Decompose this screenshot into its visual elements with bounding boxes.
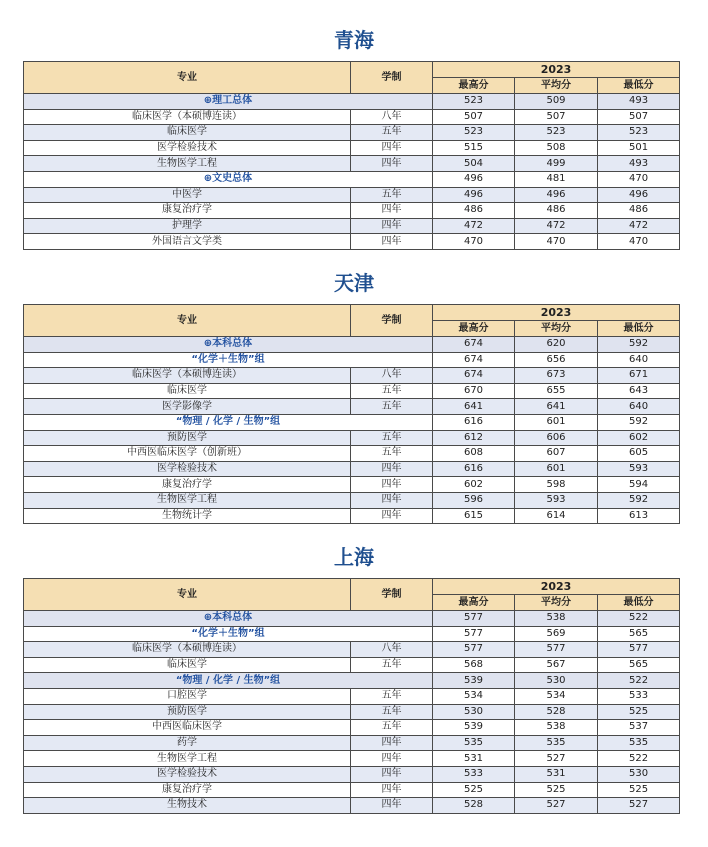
major-name: 预防医学 xyxy=(24,704,351,720)
table-row xyxy=(24,399,680,415)
score-max: 496 xyxy=(433,187,515,203)
header-duration: 学制 xyxy=(351,579,433,611)
score-min: 523 xyxy=(598,125,680,141)
score-min: 593 xyxy=(598,461,680,477)
header-avg: 平均分 xyxy=(515,321,598,337)
score-max: 670 xyxy=(433,383,515,399)
table-row xyxy=(24,751,680,767)
header-year: 2023 xyxy=(433,579,680,595)
score-min: 640 xyxy=(598,399,680,415)
major-name: 临床医学 xyxy=(24,125,351,141)
score-avg: 641 xyxy=(515,399,598,415)
major-name: 临床医学（本硕博连读） xyxy=(24,368,351,384)
group-label: ⊕本科总体 xyxy=(24,337,433,353)
table-row xyxy=(24,688,680,704)
major-name: 医学影像学 xyxy=(24,399,351,415)
major-name: 中西医临床医学 xyxy=(24,720,351,736)
section-title: 天津 xyxy=(334,271,374,295)
duration: 四年 xyxy=(351,751,433,767)
score-avg: 606 xyxy=(515,430,598,446)
score-min: 592 xyxy=(598,337,680,353)
major-name: 临床医学 xyxy=(24,657,351,673)
score-min: 501 xyxy=(598,140,680,156)
table-row xyxy=(24,611,680,627)
score-max: 674 xyxy=(433,352,515,368)
table-row xyxy=(24,704,680,720)
duration: 四年 xyxy=(351,782,433,798)
major-name: 外国语言文学类 xyxy=(24,234,351,250)
score-min: 613 xyxy=(598,508,680,524)
duration: 八年 xyxy=(351,368,433,384)
score-max: 608 xyxy=(433,446,515,462)
score-min: 525 xyxy=(598,782,680,798)
major-name: 生物医学工程 xyxy=(24,751,351,767)
score-min: 472 xyxy=(598,218,680,234)
duration: 五年 xyxy=(351,383,433,399)
table-row xyxy=(24,782,680,798)
duration: 五年 xyxy=(351,720,433,736)
score-max: 523 xyxy=(433,94,515,110)
table-row xyxy=(24,477,680,493)
major-name: 康复治疗学 xyxy=(24,477,351,493)
score-max: 596 xyxy=(433,492,515,508)
major-name: 医学检验技术 xyxy=(24,766,351,782)
score-min: 530 xyxy=(598,766,680,782)
header-max: 最高分 xyxy=(433,321,515,337)
score-avg: 527 xyxy=(515,798,598,814)
score-max: 530 xyxy=(433,704,515,720)
score-min: 602 xyxy=(598,430,680,446)
duration: 四年 xyxy=(351,461,433,477)
section-title: 上海 xyxy=(334,545,374,569)
score-min: 527 xyxy=(598,798,680,814)
group-label: ⊕本科总体 xyxy=(24,611,433,627)
score-max: 616 xyxy=(433,414,515,430)
score-avg: 577 xyxy=(515,642,598,658)
table-row xyxy=(24,125,680,141)
header-min: 最低分 xyxy=(598,595,680,611)
major-name: 口腔医学 xyxy=(24,688,351,704)
score-table-0 xyxy=(23,61,679,250)
score-avg: 525 xyxy=(515,782,598,798)
score-min: 605 xyxy=(598,446,680,462)
group-label: “物理 / 化学 / 生物”组 xyxy=(24,414,433,430)
major-name: 预防医学 xyxy=(24,430,351,446)
duration: 五年 xyxy=(351,399,433,415)
score-avg: 534 xyxy=(515,688,598,704)
score-avg: 530 xyxy=(515,673,598,689)
duration: 五年 xyxy=(351,187,433,203)
score-max: 533 xyxy=(433,766,515,782)
score-avg: 531 xyxy=(515,766,598,782)
duration: 四年 xyxy=(351,798,433,814)
duration: 四年 xyxy=(351,766,433,782)
score-avg: 535 xyxy=(515,735,598,751)
score-max: 674 xyxy=(433,368,515,384)
score-table-2 xyxy=(23,578,679,814)
score-avg: 656 xyxy=(515,352,598,368)
score-max: 504 xyxy=(433,156,515,172)
score-max: 531 xyxy=(433,751,515,767)
score-avg: 528 xyxy=(515,704,598,720)
score-avg: 601 xyxy=(515,414,598,430)
score-avg: 593 xyxy=(515,492,598,508)
header-max: 最高分 xyxy=(433,78,515,94)
score-min: 493 xyxy=(598,156,680,172)
score-min: 470 xyxy=(598,171,680,187)
table-row xyxy=(24,94,680,110)
score-avg: 538 xyxy=(515,611,598,627)
header-year: 2023 xyxy=(433,62,680,78)
duration: 五年 xyxy=(351,657,433,673)
major-name: 生物统计学 xyxy=(24,508,351,524)
header-max: 最高分 xyxy=(433,595,515,611)
major-name: 生物技术 xyxy=(24,798,351,814)
table-row xyxy=(24,766,680,782)
score-avg: 470 xyxy=(515,234,598,250)
score-avg: 472 xyxy=(515,218,598,234)
score-max: 616 xyxy=(433,461,515,477)
score-max: 534 xyxy=(433,688,515,704)
score-avg: 481 xyxy=(515,171,598,187)
score-max: 577 xyxy=(433,611,515,627)
score-max: 496 xyxy=(433,171,515,187)
score-max: 568 xyxy=(433,657,515,673)
score-max: 674 xyxy=(433,337,515,353)
duration: 四年 xyxy=(351,508,433,524)
score-max: 515 xyxy=(433,140,515,156)
score-avg: 655 xyxy=(515,383,598,399)
score-min: 671 xyxy=(598,368,680,384)
score-avg: 486 xyxy=(515,203,598,219)
duration: 五年 xyxy=(351,125,433,141)
score-min: 522 xyxy=(598,611,680,627)
score-table-1 xyxy=(23,304,679,524)
table-row xyxy=(24,414,680,430)
score-max: 602 xyxy=(433,477,515,493)
score-avg: 673 xyxy=(515,368,598,384)
score-max: 472 xyxy=(433,218,515,234)
score-max: 577 xyxy=(433,626,515,642)
duration: 八年 xyxy=(351,109,433,125)
score-min: 486 xyxy=(598,203,680,219)
table-row xyxy=(24,337,680,353)
duration: 四年 xyxy=(351,156,433,172)
major-name: 康复治疗学 xyxy=(24,782,351,798)
section-title: 青海 xyxy=(334,28,374,52)
table-row xyxy=(24,508,680,524)
score-min: 537 xyxy=(598,720,680,736)
duration: 四年 xyxy=(351,477,433,493)
score-avg: 614 xyxy=(515,508,598,524)
score-avg: 620 xyxy=(515,337,598,353)
score-min: 522 xyxy=(598,673,680,689)
score-avg: 496 xyxy=(515,187,598,203)
header-duration: 学制 xyxy=(351,305,433,337)
group-label: “化学＋生物”组 xyxy=(24,626,433,642)
score-min: 507 xyxy=(598,109,680,125)
major-name: 护理学 xyxy=(24,218,351,234)
score-min: 470 xyxy=(598,234,680,250)
score-max: 539 xyxy=(433,673,515,689)
score-min: 643 xyxy=(598,383,680,399)
group-label: “化学＋生物”组 xyxy=(24,352,433,368)
table-row xyxy=(24,156,680,172)
table-row xyxy=(24,368,680,384)
duration: 八年 xyxy=(351,642,433,658)
header-major: 专业 xyxy=(24,62,351,94)
score-max: 539 xyxy=(433,720,515,736)
table-row xyxy=(24,673,680,689)
score-max: 523 xyxy=(433,125,515,141)
table-row xyxy=(24,657,680,673)
score-max: 525 xyxy=(433,782,515,798)
score-min: 577 xyxy=(598,642,680,658)
table-row xyxy=(24,218,680,234)
score-avg: 523 xyxy=(515,125,598,141)
major-name: 生物医学工程 xyxy=(24,492,351,508)
table-row xyxy=(24,446,680,462)
duration: 四年 xyxy=(351,203,433,219)
major-name: 生物医学工程 xyxy=(24,156,351,172)
score-min: 565 xyxy=(598,626,680,642)
table-row xyxy=(24,187,680,203)
duration: 五年 xyxy=(351,446,433,462)
table-row xyxy=(24,140,680,156)
header-major: 专业 xyxy=(24,579,351,611)
table-row xyxy=(24,461,680,477)
score-avg: 598 xyxy=(515,477,598,493)
duration: 四年 xyxy=(351,140,433,156)
table-row xyxy=(24,626,680,642)
header-major: 专业 xyxy=(24,305,351,337)
score-min: 535 xyxy=(598,735,680,751)
major-name: 中医学 xyxy=(24,187,351,203)
score-max: 486 xyxy=(433,203,515,219)
score-max: 470 xyxy=(433,234,515,250)
header-avg: 平均分 xyxy=(515,78,598,94)
major-name: 医学检验技术 xyxy=(24,140,351,156)
score-min: 496 xyxy=(598,187,680,203)
score-max: 612 xyxy=(433,430,515,446)
group-label: ⊕理工总体 xyxy=(24,94,433,110)
score-max: 528 xyxy=(433,798,515,814)
duration: 四年 xyxy=(351,735,433,751)
score-min: 525 xyxy=(598,704,680,720)
score-min: 493 xyxy=(598,94,680,110)
table-row xyxy=(24,430,680,446)
score-avg: 499 xyxy=(515,156,598,172)
header-min: 最低分 xyxy=(598,78,680,94)
table-row xyxy=(24,352,680,368)
score-max: 535 xyxy=(433,735,515,751)
table-row xyxy=(24,642,680,658)
score-min: 594 xyxy=(598,477,680,493)
score-avg: 569 xyxy=(515,626,598,642)
score-max: 615 xyxy=(433,508,515,524)
score-min: 640 xyxy=(598,352,680,368)
score-avg: 607 xyxy=(515,446,598,462)
header-min: 最低分 xyxy=(598,321,680,337)
score-avg: 538 xyxy=(515,720,598,736)
duration: 五年 xyxy=(351,704,433,720)
score-min: 565 xyxy=(598,657,680,673)
major-name: 药学 xyxy=(24,735,351,751)
score-min: 592 xyxy=(598,492,680,508)
table-row xyxy=(24,109,680,125)
score-avg: 567 xyxy=(515,657,598,673)
score-min: 592 xyxy=(598,414,680,430)
group-label: “物理 / 化学 / 生物”组 xyxy=(24,673,433,689)
table-row xyxy=(24,234,680,250)
score-avg: 509 xyxy=(515,94,598,110)
header-year: 2023 xyxy=(433,305,680,321)
table-row xyxy=(24,492,680,508)
major-name: 医学检验技术 xyxy=(24,461,351,477)
score-avg: 601 xyxy=(515,461,598,477)
group-label: ⊕文史总体 xyxy=(24,171,433,187)
duration: 五年 xyxy=(351,430,433,446)
duration: 四年 xyxy=(351,492,433,508)
duration: 五年 xyxy=(351,688,433,704)
score-max: 641 xyxy=(433,399,515,415)
table-row xyxy=(24,203,680,219)
major-name: 临床医学（本硕博连读） xyxy=(24,109,351,125)
duration: 四年 xyxy=(351,234,433,250)
major-name: 临床医学 xyxy=(24,383,351,399)
table-row xyxy=(24,720,680,736)
header-avg: 平均分 xyxy=(515,595,598,611)
score-max: 507 xyxy=(433,109,515,125)
table-row xyxy=(24,171,680,187)
major-name: 临床医学（本硕博连读） xyxy=(24,642,351,658)
score-avg: 508 xyxy=(515,140,598,156)
score-avg: 527 xyxy=(515,751,598,767)
major-name: 中西医临床医学（创新班） xyxy=(24,446,351,462)
header-duration: 学制 xyxy=(351,62,433,94)
score-avg: 507 xyxy=(515,109,598,125)
score-min: 533 xyxy=(598,688,680,704)
duration: 四年 xyxy=(351,218,433,234)
major-name: 康复治疗学 xyxy=(24,203,351,219)
score-max: 577 xyxy=(433,642,515,658)
table-row xyxy=(24,735,680,751)
table-row xyxy=(24,383,680,399)
table-row xyxy=(24,798,680,814)
score-min: 522 xyxy=(598,751,680,767)
